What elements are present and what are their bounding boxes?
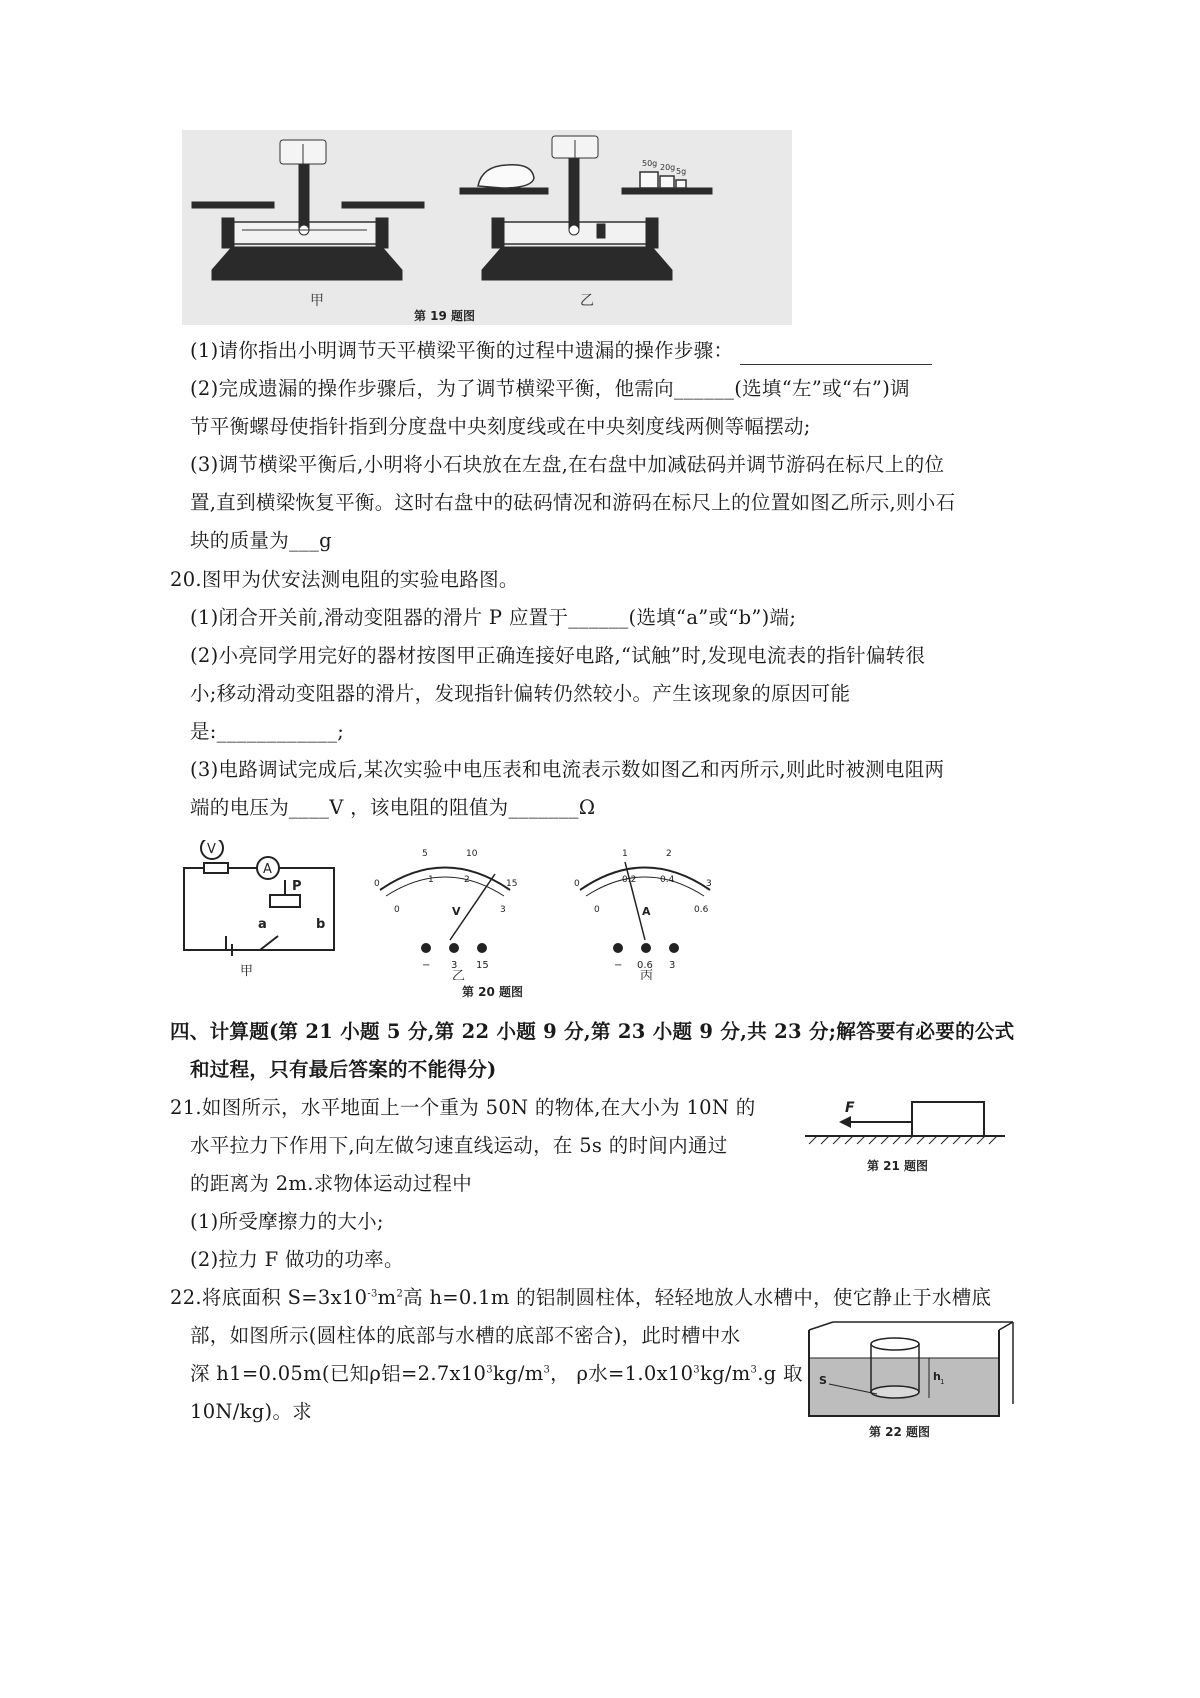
stone [478,165,534,188]
q19-part3-c: 块的质量为___g [190,529,332,552]
section4-title-a: 四、计算题(第 21 小题 5 分,第 22 小题 9 分,第 23 小题 9 分,共 23 分;解答要有必要的公式 [170,1020,1015,1043]
v-outer-0: 0 [374,879,380,889]
ammeter-dial [574,849,712,971]
q22-l3-e: .g 取 [757,1362,803,1385]
fig19-caption: 第 19 题图 [414,309,476,323]
q22-line3 [190,1360,803,1388]
q20-part3-b: 端的电压为____V ，该电阻的阻值为_______Ω [190,796,596,819]
balance-right [460,136,712,280]
section4-title-b: 和过程，只有最后答案的不能得分) [190,1058,497,1081]
balance-diagrams [182,130,792,325]
q22-l3-a: 深 h1=0.05m(已知ρ铝=2.7x10 [190,1362,487,1385]
circuit-and-meters [170,840,810,980]
a-term-minus: − [614,960,623,971]
v-unit: V [452,905,461,918]
arrow-left-icon [839,1116,851,1128]
figure-22 [805,1318,1015,1443]
q20-part1: (1)闭合开关前,滑动变阻器的滑片 P 应置于______(选填“a”或“b”)端; [190,606,797,629]
v-inner-1: 1 [428,875,434,885]
q20-part2-b: 小;移动滑动变阻器的滑片，发现指针偏转仍然较小。产生该现象的原因可能 [190,682,851,705]
a-outer-3: 3 [706,879,712,889]
q20-part3-a: (3)电路调试完成后,某次实验中电压表和电流表示数如图乙和丙所示,则此时被测电阻两 [190,758,945,781]
fig20-label-bing: 丙 [640,969,654,980]
figure-20 [170,840,810,980]
q21-line2: 水平拉力下作用下,向左做匀速直线运动，在 5s 的时间内通过 [190,1134,728,1157]
q19-part1-blank [740,344,932,365]
a-term-06: 0.6 [637,960,653,971]
figure-21 [805,1090,1015,1180]
voltmeter-symbol [201,840,223,859]
circuit-p-label: P [292,879,302,894]
v-outer-15: 15 [506,879,518,889]
q20-part2-a: (2)小亮同学用完好的器材按图甲正确连接好电路,“试触”时,发现电流表的指针偏转很 [190,644,926,667]
fig21-caption: 第 21 题图 [867,1159,929,1173]
circuit-b-end-label: b [316,917,326,932]
a-outer-0: 0 [574,879,580,889]
fig22-h-sub: 1 [940,1378,945,1386]
water-tank [805,1318,1015,1443]
q22-l1-pre: 22.将底面积 S=3x10 [170,1286,368,1309]
v-outer-5: 5 [422,849,428,859]
q19-part3-b: 置,直到横梁恢复平衡。这时右盘中的砝码情况和游码在标尺上的位置如图乙所示,则小石 [190,491,956,514]
q21-part1: (1)所受摩擦力的大小; [190,1210,384,1233]
a-inner-0: 0 [594,905,600,915]
q22-l3-d: kg/m [699,1362,751,1385]
weight-50g: 50g [642,159,658,168]
q22-l1-mid: m [377,1286,397,1309]
q22-line1 [170,1284,991,1312]
q22-l1-sup1: -3 [367,1288,378,1300]
q19-part3-a: (3)调节横梁平衡后,小明将小石块放在左盘,在右盘中加减砝码并调节游码在标尺上的位 [190,453,945,476]
a-inner-06: 0.6 [694,905,709,915]
q22-l3-s4: 3 [750,1364,758,1376]
fig19-label-yi: 乙 [580,293,594,309]
q22-l3-s1: 3 [486,1364,493,1376]
q21-part2: (2)拉力 F 做功的功率。 [190,1248,404,1271]
circuit-a-end-label: a [258,917,267,932]
q22-l3-b: kg/m [492,1362,544,1385]
fig20-label-yi: 乙 [452,969,466,980]
weight-20g: 20g [660,163,676,172]
fig22-h-label: h [933,1370,941,1383]
q22-l1-post: 高 h=0.1m 的铝制圆柱体，轻轻地放人水槽中，使它静止于水槽底 [403,1286,992,1309]
figure-19 [182,130,792,325]
fig22-caption: 第 22 题图 [869,1425,931,1439]
fig22-s-label: S [819,1374,827,1387]
q19-part2-a: (2)完成遗漏的操作步骤后，为了调节横梁平衡，他需向______(选填“左”或“右”)调 [190,377,910,400]
v-term-minus: − [422,960,431,971]
q19-part2-b: 节平衡螺母使指针指到分度盘中央刻度线或在中央刻度线两侧等幅摆动; [190,415,811,438]
a-unit: A [642,905,651,918]
a-inner-02: 0.2 [622,875,637,885]
circuit-a-label: A [263,862,272,877]
q21-line3: 的距离为 2m.求物体运动过程中 [190,1172,473,1195]
q20-stem: 20.图甲为伏安法测电阻的实验电路图。 [170,568,519,591]
v-inner-3: 3 [500,905,506,915]
circuit-v-label: V [207,842,216,857]
a-outer-2: 2 [666,849,672,859]
weight-5g: 5g [676,167,687,176]
v-term-15: 15 [476,960,489,971]
q22-l3-c: ， ρ水=1.0x10 [550,1362,694,1385]
ammeter-symbol [257,857,279,879]
q19-part1 [190,337,932,365]
v-inner-0: 0 [394,905,400,915]
v-term-3: 3 [451,960,458,971]
fig21-f-label: F [845,1100,855,1116]
voltmeter-dial [374,849,517,971]
a-term-3: 3 [669,960,676,971]
a-outer-1: 1 [622,849,628,859]
circuit-diagram [184,863,334,956]
q19-part1-text: (1)请你指出小明调节天平横梁平衡的过程中遗漏的操作步骤： [190,339,734,362]
q22-line2: 部，如图所示(圆柱体的底部与水槽的底部不密合)，此时槽中水 [190,1324,741,1347]
balance-left [192,140,424,280]
v-outer-10: 10 [466,849,478,859]
block-on-ground [805,1090,1015,1180]
v-inner-2: 2 [464,875,470,885]
fig19-label-jia: 甲 [310,293,324,309]
q21-line1: 21.如图所示，水平地面上一个重为 50N 的物体,在大小为 10N 的 [170,1096,756,1119]
q22-l3-s2: 3 [543,1364,551,1376]
q22-l3-s3: 3 [693,1364,700,1376]
q20-part2-c: 是:____________; [190,720,345,743]
q22-l1-sup2: 2 [396,1288,404,1300]
block [912,1102,984,1136]
fig20-caption: 第 20 题图 [462,985,524,999]
a-inner-04: 0.4 [660,875,675,885]
q22-line4: 10N/kg)。求 [190,1400,313,1423]
fig20-label-jia: 甲 [240,964,254,979]
